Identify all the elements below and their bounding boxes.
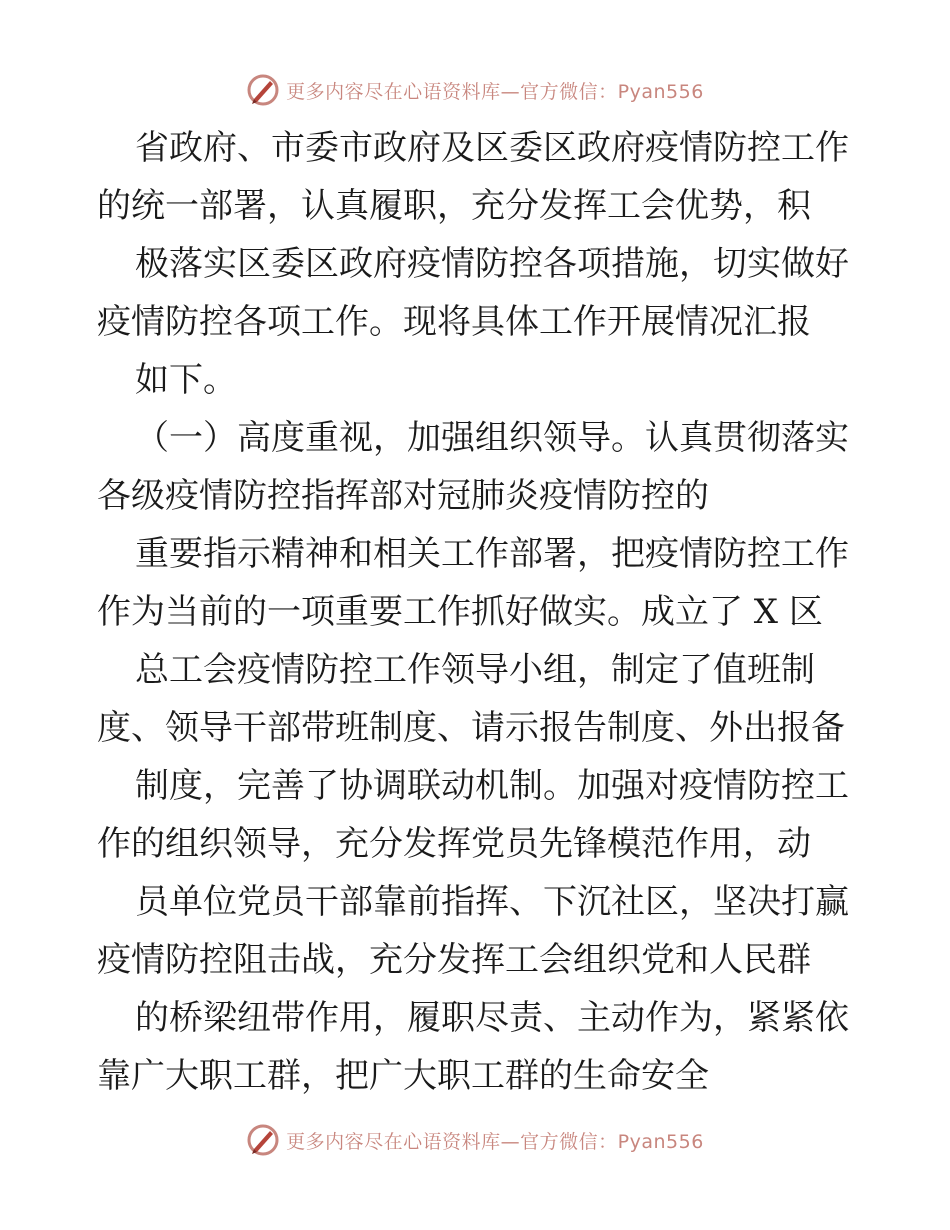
body-line: 如下。: [135, 360, 237, 400]
body-line: 员单位党员干部靠前指挥、下沉社区，坚决打赢: [135, 882, 849, 922]
footer-watermark-text: 更多内容尽在心语资料库—官方微信：Pyan556: [286, 1130, 704, 1153]
footer-watermark: [0, 1120, 950, 1160]
pen-logo-icon: [246, 73, 280, 107]
section-heading-line: （一）高度重视，加强组织领导。认真贯彻落实: [135, 418, 849, 458]
body-line: 疫情防控各项工作。现将具体工作开展情况汇报: [97, 302, 811, 342]
body-line: 作的组织领导，充分发挥党员先锋模范作用，动: [97, 824, 811, 864]
body-line: 制度，完善了协调联动机制。加强对疫情防控工: [135, 766, 849, 806]
body-line: 的桥梁纽带作用，履职尽责、主动作为，紧紧依: [135, 998, 849, 1038]
header-watermark-text: 更多内容尽在心语资料库—官方微信：Pyan556: [286, 80, 704, 103]
body-line: 作为当前的一项重要工作抓好做实。成立了 X 区: [97, 592, 823, 632]
body-line: 总工会疫情防控工作领导小组，制定了值班制: [135, 650, 815, 690]
header-watermark: [0, 70, 950, 110]
body-line: 靠广大职工群，把广大职工群的生命安全: [97, 1056, 709, 1096]
body-line: 省政府、市委市政府及区委区政府疫情防控工作: [135, 128, 849, 168]
body-line: 度、领导干部带班制度、请示报告制度、外出报备: [97, 708, 845, 748]
pen-logo-icon: [246, 1123, 280, 1157]
body-line: 重要指示精神和相关工作部署，把疫情防控工作: [135, 534, 849, 574]
body-line: 疫情防控阻击战，充分发挥工会组织党和人民群: [97, 940, 811, 980]
body-line: 的统一部署，认真履职，充分发挥工会优势，积: [97, 186, 811, 226]
body-line: 极落实区委区政府疫情防控各项措施，切实做好: [135, 244, 849, 284]
body-line: 各级疫情防控指挥部对冠肺炎疫情防控的: [97, 476, 709, 516]
